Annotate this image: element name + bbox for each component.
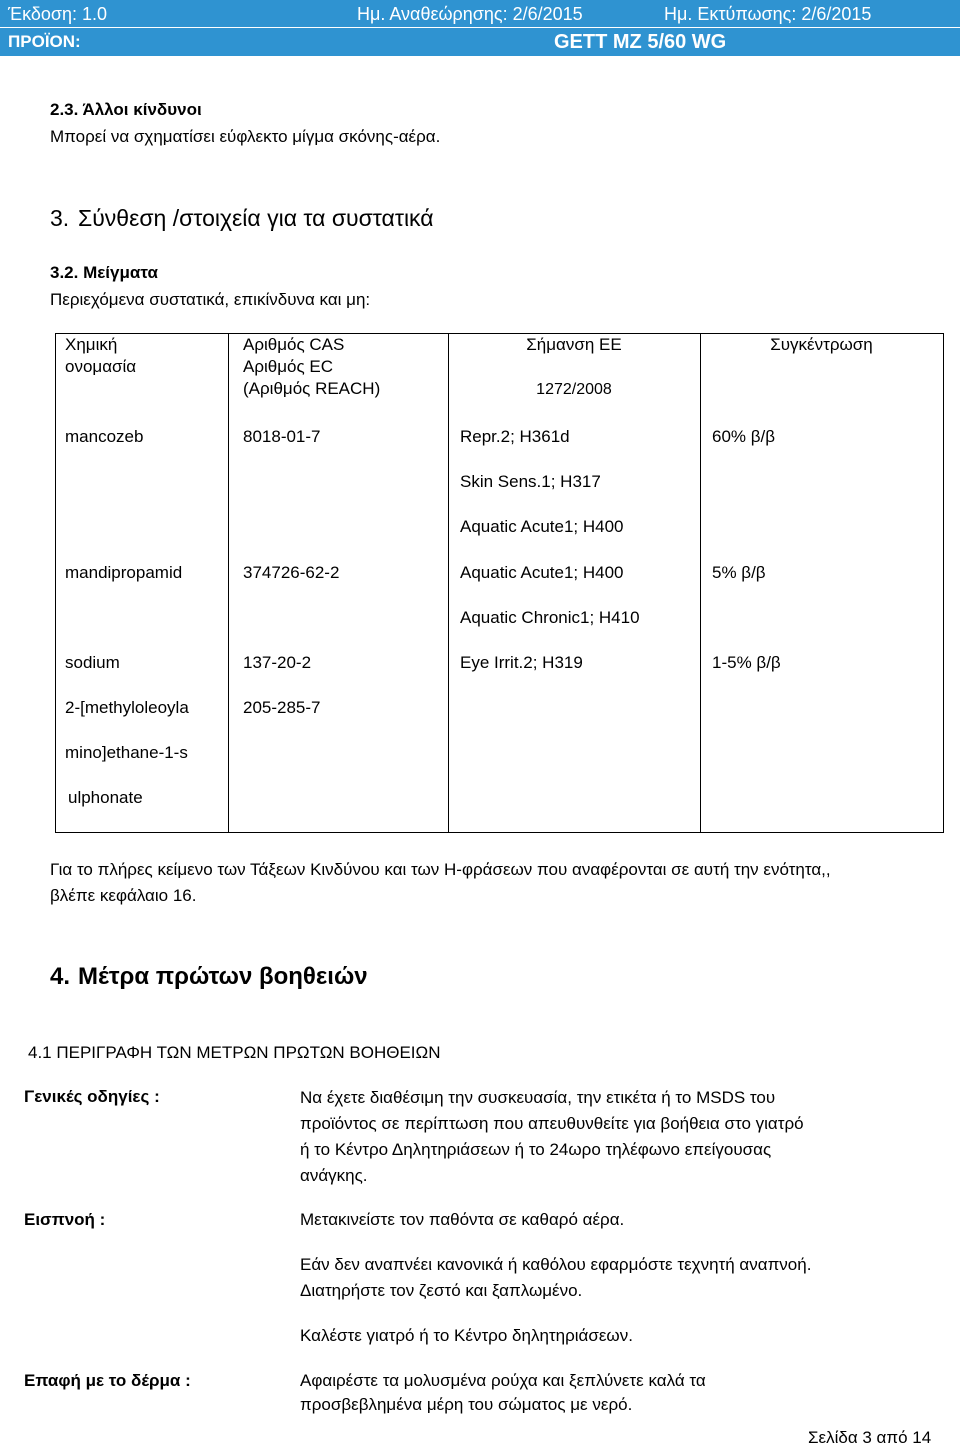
ingredient-name: sodium [65,653,120,672]
cas-number: 374726-62-2 [243,563,340,582]
page-number: Σελίδα 3 από 14 [808,1428,932,1447]
skin-contact-label: Επαφή με το δέρμα : [24,1371,191,1390]
section-3-2-intro: Περιεχόμενα συστατικά, επικίνδυνα και μη: [50,290,371,309]
skin-contact-instruction: Αφαιρέστε τα μολυσμένα ρούχα και ξεπλύνετε καλά τα [300,1371,706,1390]
ingredient-name: mino]ethane-1-s [65,743,188,762]
table-column-divider [700,333,701,833]
table-header-reach: (Αριθμός REACH) [243,379,381,398]
ingredient-name: ulphonate [68,788,143,807]
general-instructions-line: ανάγκης. [300,1166,368,1185]
section-3-number: 3. [50,205,70,231]
table-header-name: ονομασία [65,357,137,376]
ingredient-name: 2-[methyloleoyla [65,698,189,717]
hazard-classification: Eye Irrit.2; H319 [460,653,583,672]
concentration-value: 5% β/β [712,563,766,582]
header-row-product [0,28,960,56]
version-label: Έκδοση: 1.0 [8,4,108,24]
composition-table [55,333,944,833]
skin-contact-instruction: προσβεβλημένα μέρη του σώματος με νερό. [300,1395,633,1414]
revision-date: Ημ. Αναθεώρησης: 2/6/2015 [357,4,583,24]
general-instructions-label: Γενικές οδηγίες : [24,1087,160,1106]
hazard-classification: Aquatic Acute1; H400 [460,563,624,582]
inhalation-instruction: Καλέστε γιατρό ή το Κέντρο δηλητηριάσεων. [300,1326,633,1345]
inhalation-label: Εισπνοή : [24,1210,106,1229]
section-3-2-heading: 3.2. Μείγματα [50,263,158,282]
table-header-concentration: Συγκέντρωση [770,335,873,354]
header-row-dates [0,0,960,27]
cas-number: 137-20-2 [243,653,312,672]
ingredient-name: mancozeb [65,427,144,446]
section-2-3-heading: 2.3. Άλλοι κίνδυνοι [50,100,202,119]
table-header-ec: Αριθμός EC [243,357,334,376]
print-date: Ημ. Εκτύπωσης: 2/6/2015 [664,4,872,24]
table-column-divider [228,333,229,833]
hazard-classification: Skin Sens.1; H317 [460,472,601,491]
table-header-name: Χημική [65,335,118,354]
inhalation-instruction: Μετακινείστε τον παθόντα σε καθαρό αέρα. [300,1210,625,1229]
hazard-classification: Aquatic Chronic1; H410 [460,608,640,627]
general-instructions-line: ή το Κέντρο Δηλητηριάσεων ή το 24ωρο τηλέφωνο επείγουσας [300,1140,772,1159]
section-2-3-text: Μπορεί να σχηματίσει εύφλεκτο μίγμα σκόνης-αέρα. [50,127,441,146]
concentration-value: 60% β/β [712,427,776,446]
ec-number: 205-285-7 [243,698,321,717]
section-3-title: Σύνθεση /στοιχεία για τα συστατικά [78,205,434,231]
hazard-classification: Repr.2; H361d [460,427,570,446]
general-instructions-line: Να έχετε διαθέσιμη την συσκευασία, την ετικέτα ή το MSDS του [300,1088,776,1107]
concentration-value: 1-5% β/β [712,653,781,672]
section-4-1-heading: 4.1 ΠΕΡΙΓΡΑΦΗ ΤΩΝ ΜΕΤΡΩΝ ΠΡΩΤΩΝ ΒΟΗΘΕΙΩΝ [28,1043,441,1062]
table-header-cas: Αριθμός CAS [243,335,345,354]
product-name: GETT MZ 5/60 WG [554,31,727,53]
section-4-title: Μέτρα πρώτων βοηθειών [78,963,368,990]
table-column-divider [448,333,449,833]
inhalation-instruction: Εάν δεν αναπνέει κανονικά ή καθόλου εφαρμόστε τεχνητή αναπνοή. [300,1255,812,1274]
ingredient-name: mandipropamid [65,563,183,582]
hazard-classification: Aquatic Acute1; H400 [460,517,624,536]
inhalation-instruction: Διατηρήστε τον ζεστό και ξαπλωμένο. [300,1281,583,1300]
product-label: ΠΡΟΪΟΝ: [8,32,81,51]
cas-number: 8018-01-7 [243,427,321,446]
section-4-number: 4. [50,963,71,990]
table-header-regulation: 1272/2008 [536,381,612,398]
section-3-note-line: βλέπε κεφάλαιο 16. [50,886,197,905]
general-instructions-line: προϊόντος σε περίπτωση που απευθυνθείτε για βοήθεια στο γιατρό [300,1114,804,1133]
section-3-note-line: Για το πλήρες κείμενο των Τάξεων Κινδύνου και των Η-φράσεων που αναφέρονται σε αυτή την ενότητα,, [50,860,831,879]
table-header-classification: Σήμανση ΕΕ [526,335,622,354]
